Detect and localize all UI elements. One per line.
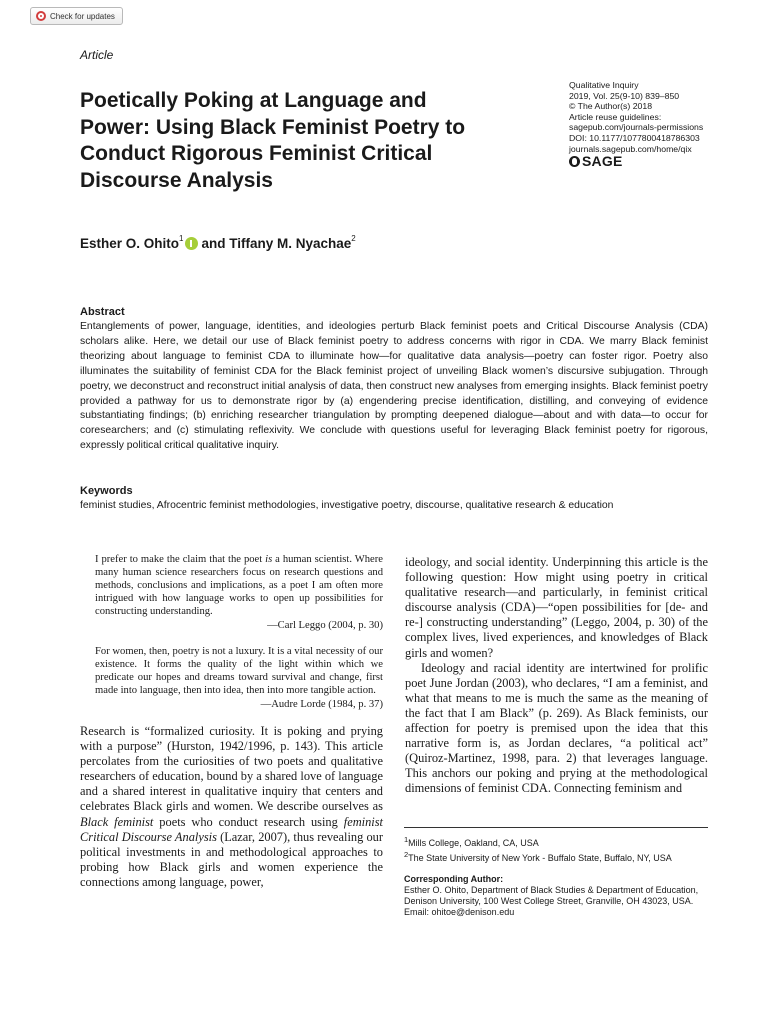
journal-name: Qualitative Inquiry [569,80,639,90]
journal-volume: 2019, Vol. 25(9-10) 839–850 [569,90,680,101]
author-1: Esther O. Ohito [80,236,180,251]
epigraph-lorde-text: For women, then, poetry is not a luxury. It is a vital necessity of our existence. It forms the quality of the light within which we predicate our hopes and dreams toward survival and change, first made into language, then into idea, then into more tangible action. [95,646,383,696]
footnotes [404,827,708,919]
publisher-logo [569,153,703,170]
journal-home-link[interactable]: journals.sagepub.com/home/qix [569,143,692,154]
body-paragraph-2: ideology, and social identity. Underpinning this article is the following question: How might using poetry in critical qualitative research—and particularly, in feminist critical discourse analysis (CDA)—“open possibilities for [de- and re-] constructing understanding” (Leggo, 2004, p. 30) of the complex lives, lived experiences, and knowledges of Black girls and women? [405,555,708,660]
copyright: © The Author(s) 2018 [569,101,653,112]
abstract-section [80,306,708,454]
epigraph-leggo-text: I prefer to make the claim that the poet is a human scientist. Where many human science researchers focus on research questions and methods, conclusions and implications, as a poet I am often more intrigued with how language works to open up possibilities for constructing understanding. [95,554,383,617]
permissions-link[interactable]: sagepub.com/journals-permissions [569,122,704,133]
keywords-text: feminist studies, Afrocentric feminist methodologies, investigative poetry, discourse, qualitative research & education [80,500,614,511]
corresponding-author-email[interactable]: Email: ohitoe@denison.edu [404,907,515,918]
right-column [405,555,708,797]
epigraph-lorde [95,645,383,711]
epigraph-leggo [95,553,383,632]
crossmark-icon [36,11,46,21]
abstract-text: Entanglements of power, language, identities, and ideologies perturb Black feminist poets and Critical Discourse Analysis (CDA) scholars alike. Here, we detail our use of Black feminist poetry to address concerns with rigor in CDA. We marry Black feminist theorizing about language to feminist CDA to illuminate how—for qualitative data analysis—poetry can foster rigor. Poetry also illuminates the suitability of feminist CDA for the Black feminist project of unveiling Black women’s discursive subjugation. Through poetry, we deconstruct and reconstruct initial analysis of data, then construct new analyses from emerging insights. Black feminist poetry provided a pathway for us to demonstrate rigor by (a) engendering precise identification, distilling, and conveying of evidence substantiating findings; (b) enriching researcher triangulation by prompting deepened dialogue—about and with data—to occur for coresearchers; and (c) stimulating reflexivity. We conclude with questions useful for leveraging Black feminist poetry for rigorous, expressly political critical qualitative inquiry. [80,321,708,452]
left-column [80,553,383,890]
footnote-divider [404,827,708,828]
keywords-section [80,485,708,513]
publisher-name: SAGE [582,153,623,170]
affiliation-2: $^2$The State University of New York - Buffalo State, Buffalo, NY, USA [404,850,672,864]
doi[interactable]: DOI: 10.1177/1077800418786303 [569,132,700,143]
author-2: Tiffany M. Nyachae [229,236,352,251]
sage-logo-icon [569,156,580,167]
author-line [80,236,356,251]
corresponding-author-heading: Corresponding Author: [404,873,504,884]
article-type-label: Article [80,48,114,62]
epigraph-leggo-attribution: —Carl Leggo (2004, p. 30) [267,620,383,631]
corresponding-author-address: Esther O. Ohito, Department of Black Studies & Department of Education, Denison University, 100 West College Street, Granville, OH 43023, USA. [404,884,699,907]
epigraph-lorde-attribution: —Audre Lorde (1984, p. 37) [260,699,383,710]
author-2-affiliation: 2 [351,234,356,243]
body-paragraph-3: Ideology and racial identity are intertwined for prolific poet June Jordan (2003), who declares, “I am a feminist, and what that means to me is much the same as the meaning of the fact that I am Black” (p. 269). As Black feminists, our affection for poetry is premised upon the idea that this narrative form is, as Jordan declares, “a political act” (Quiroz-Martinez, 1998, para. 2) that leverages language. This anchors our poking and prying at the methodological dimensions of feminist CDA. Connecting feminism and [405,660,708,796]
body-paragraph-1: Research is “formalized curiosity. It is poking and prying with a purpose” (Hurston, 1942/1996, p. 143). This article percolates from the curiosities of two poets and qualitative researchers of education, bound by a shared love of language and a shared interest in qualitative inquiry that centers and celebrates Black girls and women. We describe ourselves as Black feminist poets who conduct research using feminist Critical Discourse Analysis (Lazar, 2007), thus revealing our political investments in and methodological approaches to probing how Black girls and women experience the connections among language, power, [80,724,384,889]
orcid-icon[interactable] [185,237,198,250]
journal-info [569,80,704,170]
author-1-affiliation: 1 [179,234,184,243]
reuse-label: Article reuse guidelines: [569,111,662,122]
article-title: Poetically Poking at Language and Power: Using Black Feminist Poetry to Conduct Rigorous Feminist Critical Discourse Analysis [80,89,466,192]
badge-label: Check for updates [50,11,115,21]
affiliation-1: $^1$Mills College, Oakland, CA, USA [404,835,539,848]
check-for-updates-badge[interactable] [30,7,123,25]
abstract-heading: Abstract [80,306,125,318]
author-connector: and [201,236,226,251]
keywords-heading: Keywords [80,485,133,497]
